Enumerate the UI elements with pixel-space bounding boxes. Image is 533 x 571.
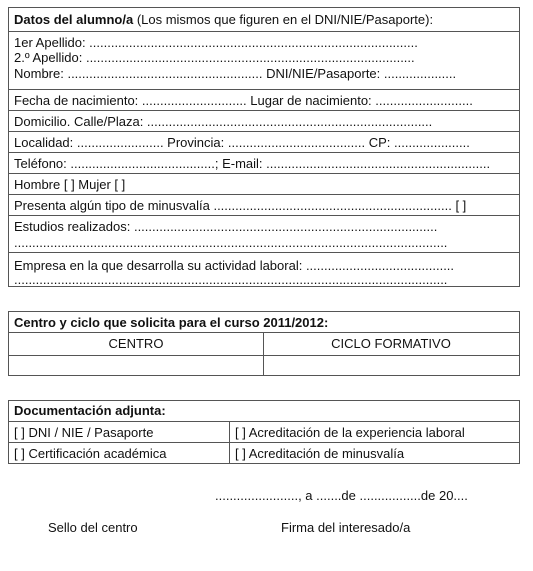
studies-dots: ........................................................................................................................ bbox=[14, 235, 448, 250]
disability-row bbox=[9, 194, 519, 216]
doc-id-checkbox[interactable]: [ ] DNI / NIE / Pasaporte bbox=[14, 425, 154, 440]
name-row bbox=[9, 31, 519, 90]
doc-disability-checkbox[interactable]: [ ] Acreditación de minusvalía bbox=[235, 446, 405, 461]
student-data-section bbox=[8, 7, 520, 287]
address-field[interactable]: Domicilio. Calle/Plaza: ............................................................................... bbox=[14, 114, 433, 129]
locality-row bbox=[9, 131, 519, 153]
cycle-input-cell[interactable] bbox=[264, 356, 519, 376]
signature-label: Firma del interesado/a bbox=[281, 520, 411, 535]
company-dots: ........................................................................................................................ bbox=[14, 272, 448, 287]
documents-section bbox=[8, 400, 520, 464]
center-header-row bbox=[9, 332, 519, 355]
second-surname-field[interactable]: 2.º Apellido: ........................................................................................... bbox=[14, 50, 415, 65]
center-input-cell[interactable] bbox=[9, 356, 263, 376]
name-id-field[interactable]: Nombre: ...................................................... DNI/NIE/Pasaporte: .................... bbox=[14, 66, 457, 81]
address-row bbox=[9, 110, 519, 132]
sex-row bbox=[9, 173, 519, 195]
student-header-title: Datos del alumno/a bbox=[14, 12, 134, 27]
studies-row bbox=[9, 215, 519, 253]
cycle-column-header: CICLO FORMATIVO bbox=[331, 336, 451, 351]
disability-field[interactable]: Presenta algún tipo de minusvalía .................................................................. [ ] bbox=[14, 198, 467, 213]
student-section-header bbox=[14, 13, 433, 27]
center-section-header: Centro y ciclo que solicita para el curso 2011/2012: bbox=[14, 315, 329, 330]
doc-experience-checkbox[interactable]: [ ] Acreditación de la experiencia laboral bbox=[235, 425, 465, 440]
phone-email-field[interactable]: Teléfono: ........................................; E-mail: .............................................................. bbox=[14, 156, 491, 171]
sex-checkboxes[interactable]: Hombre [ ] Mujer [ ] bbox=[14, 177, 126, 192]
documents-row-1 bbox=[9, 421, 519, 443]
studies-field[interactable]: Estudios realizados: .................................................................................... bbox=[14, 219, 438, 234]
documents-row-2 bbox=[9, 442, 519, 464]
first-surname-field[interactable]: 1er Apellido: ........................................................................................... bbox=[14, 35, 418, 50]
column-divider bbox=[229, 443, 230, 464]
birth-field[interactable]: Fecha de nacimiento: ............................. Lugar de nacimiento: ........................... bbox=[14, 93, 473, 108]
birth-row bbox=[9, 89, 519, 111]
center-stamp-label: Sello del centro bbox=[48, 520, 138, 535]
center-cycle-section bbox=[8, 311, 520, 376]
center-column-header: CENTRO bbox=[108, 336, 164, 351]
phone-row bbox=[9, 152, 519, 174]
date-line[interactable]: ......................., a .......de .................de 20.... bbox=[215, 488, 468, 503]
company-field[interactable]: Empresa en la que desarrolla su actividad laboral: ......................................... bbox=[14, 258, 455, 273]
doc-academic-checkbox[interactable]: [ ] Certificación académica bbox=[14, 446, 167, 461]
company-row bbox=[9, 252, 519, 287]
center-entry-row bbox=[9, 355, 519, 376]
column-divider bbox=[229, 422, 230, 443]
documents-section-header: Documentación adjunta: bbox=[14, 403, 166, 418]
student-header-note: (Los mismos que figuren en el DNI/NIE/Pasaporte): bbox=[133, 12, 434, 27]
locality-field[interactable]: Localidad: ........................ Provincia: ...................................... CP: ..................... bbox=[14, 135, 470, 150]
